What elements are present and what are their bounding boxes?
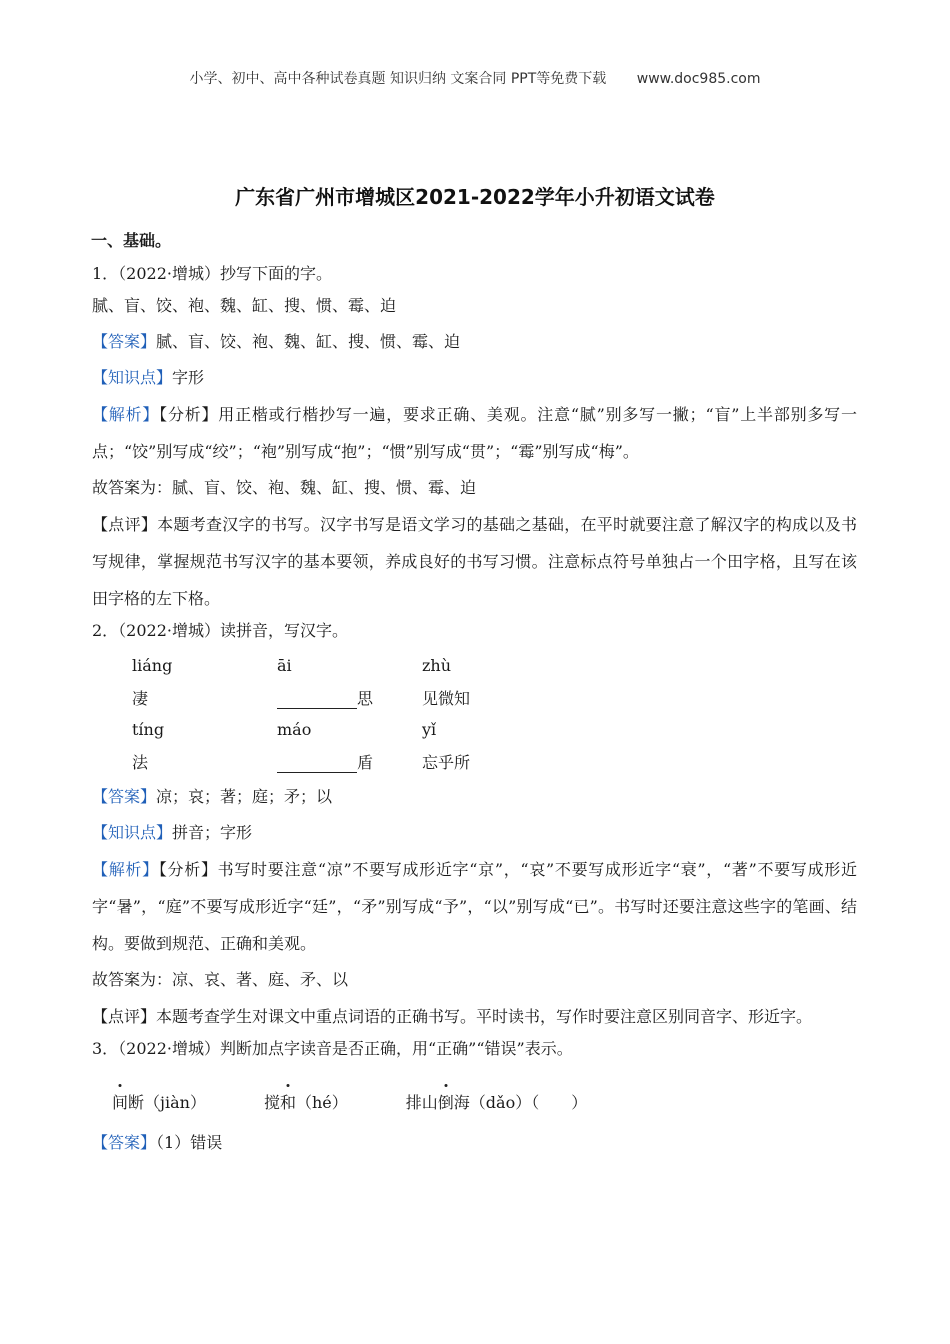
- answer-text: 腻、盲、饺、袍、魏、缸、搜、惯、霉、迫: [156, 332, 461, 351]
- question-2-review: [92, 998, 857, 1035]
- question-2-answer: [92, 779, 857, 815]
- pinyin-cell: tíng: [132, 719, 165, 739]
- answer-tag: 【答案】: [92, 332, 157, 351]
- dotted-char: 倒: [438, 1090, 454, 1113]
- document-body: [92, 228, 857, 1161]
- pinyin-table: [132, 649, 857, 777]
- pronunciation-item: 间断（jiàn）: [112, 1090, 206, 1113]
- pinyin-cell: yǐ: [422, 719, 437, 739]
- question-1-analysis: [92, 396, 857, 470]
- pinyin-row: [132, 713, 857, 745]
- blank-line[interactable]: [277, 690, 357, 709]
- knowledge-text: 字形: [172, 368, 205, 387]
- word-cell: 见微知: [422, 688, 471, 708]
- document-title: 广东省广州市增城区2021-2022学年小升初语文试卷: [235, 185, 715, 209]
- analysis-text: 【分析】书写时要注意“凉”不要写成形近字“京”，“哀”不要写成形近字“衰”，“著”不要写成形近字“暑”，“庭”不要写成形近字“廷”，“矛”别写成“予”，“以”别写成“已”。书写时还要注意这些字的笔画、结构。要做到规范、正确和美观。: [92, 860, 857, 953]
- answer-text: （1）错误: [156, 1133, 223, 1152]
- header-url[interactable]: www.doc985.com: [636, 71, 761, 87]
- question-2-knowledge: [92, 815, 857, 851]
- answer-text: 凉；哀；著；庭；矛；以: [156, 787, 333, 806]
- dotted-char: 间: [112, 1090, 128, 1113]
- answer-tag: 【答案】: [92, 787, 157, 806]
- review-text: 本题考查学生对课文中重点词语的正确书写。平时读书，写作时要注意区别同音字、形近字。: [156, 1007, 813, 1026]
- review-text: 本题考查汉字的书写。汉字书写是语文学习的基础之基础，在平时就要注意了解汉字的构成以及书写规律，掌握规范书写汉字的基本要领，养成良好的书写习惯。注意标点符号单独占一个田字格，且写在该田字格的左下格。: [92, 515, 857, 608]
- pronunciation-item: 搅和（hé）: [264, 1090, 348, 1113]
- knowledge-tag: 【知识点】: [92, 823, 173, 842]
- question-2-analysis: [92, 851, 857, 962]
- question-1-chars: 腻、盲、饺、袍、魏、缸、搜、惯、霉、迫: [92, 296, 397, 315]
- analysis-tag: 【解析】: [92, 860, 159, 879]
- pinyin-cell: máo: [277, 719, 312, 739]
- pronunciation-item: 排山倒海（dǎo）（ ）: [406, 1090, 587, 1113]
- question-1-stem: 1．（2022·增城）抄写下面的字。: [92, 264, 332, 283]
- question-2-final: 故答案为：凉、哀、著、庭、矛、以: [92, 970, 349, 989]
- blank-line[interactable]: [277, 754, 357, 773]
- page-header: [0, 68, 950, 88]
- word-cell: 盾: [277, 750, 422, 773]
- question-3-stem: 3．（2022·增城）判断加点字读音是否正确，用“正确”“错误”表示。: [92, 1039, 573, 1058]
- question-1-knowledge: [92, 360, 857, 396]
- header-text: 小学、初中、高中各种试卷真题 知识归纳 文案合同 PPT等免费下载: [189, 71, 607, 87]
- section-heading: 一、基础。: [91, 231, 172, 250]
- word-cell: 法: [132, 752, 149, 772]
- question-3-items: [112, 1073, 857, 1113]
- question-1-answer: [92, 324, 857, 360]
- word-row: [132, 745, 857, 777]
- word-row: [132, 681, 857, 713]
- knowledge-tag: 【知识点】: [92, 368, 173, 387]
- pinyin-cell: āi: [277, 655, 292, 675]
- answer-tag: 【答案】: [92, 1133, 157, 1152]
- question-2-stem: 2．（2022·增城）读拼音，写汉字。: [92, 621, 348, 640]
- word-cell: 思: [277, 686, 422, 709]
- question-1-final: 故答案为：腻、盲、饺、袍、魏、缸、搜、惯、霉、迫: [92, 478, 477, 497]
- review-tag: 【点评】: [92, 515, 158, 534]
- pinyin-row: [132, 649, 857, 681]
- analysis-tag: 【解析】: [92, 405, 160, 424]
- question-1-review: [92, 506, 857, 617]
- pinyin-cell: zhù: [422, 655, 452, 675]
- dotted-char: 和: [280, 1090, 296, 1113]
- word-cell: 忘乎所: [422, 752, 471, 772]
- review-tag: 【点评】: [92, 1007, 157, 1026]
- knowledge-text: 拼音；字形: [172, 823, 253, 842]
- word-cell: 凄: [132, 688, 149, 708]
- analysis-text: 【分析】用正楷或行楷抄写一遍，要求正确、美观。注意“腻”别多写一撇；“盲”上半部别多写一点；“饺”别写成“绞”；“袍”别写成“抱”；“惯”别写成“贯”；“霉”别写成“梅”。: [92, 405, 857, 461]
- question-3-answer: [92, 1125, 857, 1161]
- pinyin-cell: liáng: [132, 655, 173, 675]
